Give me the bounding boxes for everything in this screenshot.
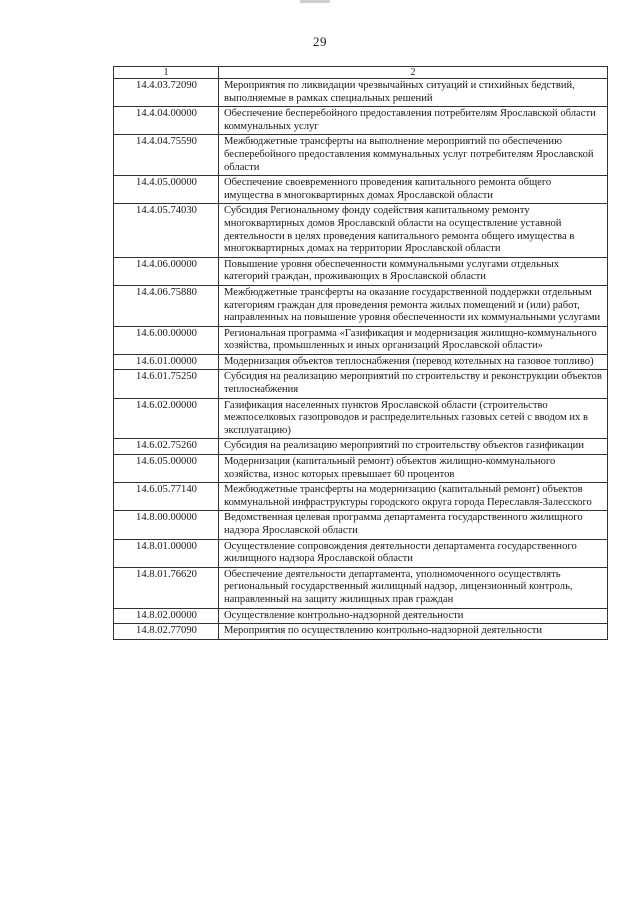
table-row [114, 370, 608, 398]
row-code-cell: 14.6.02.00000 [114, 398, 219, 439]
row-code-cell: 14.4.04.75590 [114, 135, 219, 176]
row-description-cell: Межбюджетные трансферты на модернизацию (капитальный ремонт) объектов коммунальной инфраструктуры городского округа города Переславля-Залесского [219, 483, 608, 511]
row-code-cell: 14.8.02.77090 [114, 624, 219, 640]
row-description-cell: Осуществление сопровождения деятельности департамента государственного жилищного надзора Ярославской области [219, 539, 608, 567]
row-description-cell: Модернизация объектов теплоснабжения (перевод котельных на газовое топливо) [219, 354, 608, 370]
budget-code-table [113, 66, 608, 640]
table-row [114, 107, 608, 135]
row-code-cell: 14.8.02.00000 [114, 608, 219, 624]
table-row [114, 204, 608, 257]
table-row [114, 608, 608, 624]
row-description-cell: Обеспечение бесперебойного предоставления потребителям Ярославской области коммунальных услуг [219, 107, 608, 135]
row-description-cell: Повышение уровня обеспеченности коммунальными услугами отдельных категорий граждан, проживающих в Ярославской области [219, 257, 608, 285]
table-row [114, 326, 608, 354]
scan-artifact-mark [300, 0, 330, 3]
row-code-cell: 14.6.01.75250 [114, 370, 219, 398]
table-row [114, 567, 608, 608]
table-header-row [114, 67, 608, 79]
row-description-cell: Межбюджетные трансферты на выполнение мероприятий по обеспечению бесперебойного предоставления коммунальных услуг потребителям Ярославской области [219, 135, 608, 176]
table-row [114, 455, 608, 483]
row-description-cell: Субсидия Региональному фонду содействия капитальному ремонту многоквартирных домов Ярославской области на осуществление уставной деятельности в целях проведения капитального ремонта общего имущества в многоквартирных домах на территории Ярославской области [219, 204, 608, 257]
table-row [114, 624, 608, 640]
row-code-cell: 14.4.06.00000 [114, 257, 219, 285]
row-description-cell: Модернизация (капитальный ремонт) объектов жилищно-коммунального хозяйства, износ которых превышает 60 процентов [219, 455, 608, 483]
table-row [114, 176, 608, 204]
row-code-cell: 14.6.00.00000 [114, 326, 219, 354]
row-code-cell: 14.6.05.00000 [114, 455, 219, 483]
table-row [114, 439, 608, 455]
row-description-cell: Межбюджетные трансферты на оказание государственной поддержки отдельным категориям граждан для проведения ремонта жилых помещений и (или) работ, направленных на повышение уровня обеспеченности их коммунальными услугами [219, 285, 608, 326]
row-code-cell: 14.8.01.76620 [114, 567, 219, 608]
row-description-cell: Мероприятия по ликвидации чрезвычайных ситуаций и стихийных бедствий, выполняемые в рамках специальных решений [219, 79, 608, 107]
row-code-cell: 14.4.05.74030 [114, 204, 219, 257]
table-row [114, 285, 608, 326]
row-description-cell: Субсидия на реализацию мероприятий по строительству и реконструкции объектов теплоснабжения [219, 370, 608, 398]
table-row [114, 354, 608, 370]
table-row [114, 398, 608, 439]
row-code-cell: 14.4.05.00000 [114, 176, 219, 204]
row-code-cell: 14.8.00.00000 [114, 511, 219, 539]
table-row [114, 539, 608, 567]
row-description-cell: Газификация населенных пунктов Ярославской области (строительство межпоселковых газопроводов и распределительных газовых сетей с вводом их в эксплуатацию) [219, 398, 608, 439]
column-header-1: 1 [114, 67, 219, 79]
row-code-cell: 14.4.06.75880 [114, 285, 219, 326]
row-description-cell: Ведомственная целевая программа департамента государственного жилищного надзора Ярославской области [219, 511, 608, 539]
row-code-cell: 14.4.04.00000 [114, 107, 219, 135]
table-row [114, 257, 608, 285]
row-code-cell: 14.6.05.77140 [114, 483, 219, 511]
row-description-cell: Осуществление контрольно-надзорной деятельности [219, 608, 608, 624]
row-code-cell: 14.8.01.00000 [114, 539, 219, 567]
table-row [114, 483, 608, 511]
table-row [114, 79, 608, 107]
row-description-cell: Мероприятия по осуществлению контрольно-надзорной деятельности [219, 624, 608, 640]
row-description-cell: Региональная программа «Газификация и модернизация жилищно-коммунального хозяйства, промышленных и иных организаций Ярославской области» [219, 326, 608, 354]
table-row [114, 511, 608, 539]
table-row [114, 135, 608, 176]
row-description-cell: Обеспечение своевременного проведения капитального ремонта общего имущества в многоквартирных домах Ярославской области [219, 176, 608, 204]
row-code-cell: 14.6.02.75260 [114, 439, 219, 455]
table-body [114, 79, 608, 640]
row-code-cell: 14.4.03.72090 [114, 79, 219, 107]
row-description-cell: Обеспечение деятельности департамента, уполномоченного осуществлять региональный государственный жилищный надзор, лицензионный контроль, направленный на защиту жилищных прав граждан [219, 567, 608, 608]
row-code-cell: 14.6.01.00000 [114, 354, 219, 370]
column-header-2: 2 [219, 67, 608, 79]
row-description-cell: Субсидия на реализацию мероприятий по строительству объектов газификации [219, 439, 608, 455]
page-number: 29 [313, 34, 327, 49]
